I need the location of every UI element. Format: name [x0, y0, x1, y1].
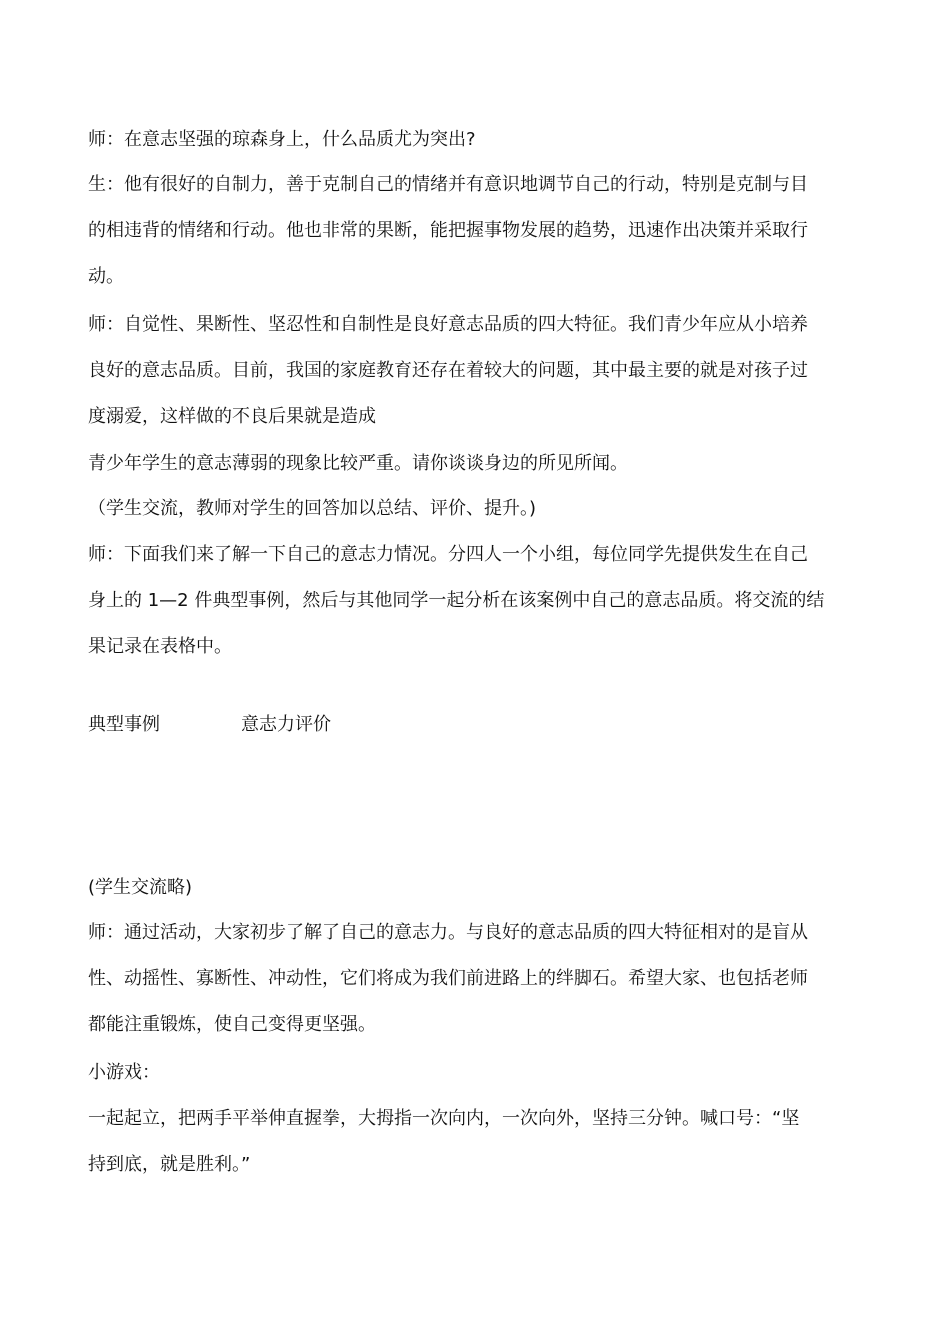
paragraph-line: 青少年学生的意志薄弱的现象比较严重。请你谈谈身边的所见所闻。 [88, 453, 628, 474]
paragraph-line: 度溺爱，这样做的不良后果就是造成 [88, 406, 376, 427]
paragraph-line: 都能注重锻炼，使自己变得更坚强。 [88, 1014, 376, 1035]
paragraph-line: 师：下面我们来了解一下自己的意志力情况。分四人一个小组，每位同学先提供发生在自己 [88, 544, 808, 565]
paragraph-line: 小游戏： [88, 1062, 160, 1083]
paragraph-line: (学生交流略) [88, 877, 193, 898]
paragraph-line: 生：他有很好的自制力，善于克制自己的情绪并有意识地调节自己的行动，特别是克制与目 [88, 174, 808, 195]
paragraph-line: 一起起立，把两手平举伸直握拳，大拇指一次向内，一次向外，坚持三分钟。喊口号：“坚 [88, 1108, 800, 1129]
paragraph-line: （学生交流，教师对学生的回答加以总结、评价、提升。) [88, 498, 537, 519]
paragraph-line: 的相违背的情绪和行动。他也非常的果断，能把握事物发展的趋势，迅速作出决策并采取行 [88, 220, 808, 241]
paragraph-line: 持到底，就是胜利。” [88, 1154, 251, 1175]
paragraph-line: 良好的意志品质。目前，我国的家庭教育还存在着较大的问题，其中最主要的就是对孩子过 [88, 360, 808, 381]
paragraph-line: 性、动摇性、寡断性、冲动性，它们将成为我们前进路上的绊脚石。希望大家、也包括老师 [88, 968, 808, 989]
paragraph-line: 动。 [88, 266, 124, 287]
paragraph-line: 师：在意志坚强的琼森身上，什么品质尤为突出? [88, 129, 476, 150]
paragraph-line: 果记录在表格中。 [88, 636, 232, 657]
paragraph-line: 师：通过活动，大家初步了解了自己的意志力。与良好的意志品质的四大特征相对的是盲从 [88, 922, 808, 943]
table-header-willpower-evaluation: 意志力评价 [241, 714, 331, 735]
paragraph-line: 身上的 1—2 件典型事例，然后与其他同学一起分析在该案例中自己的意志品质。将交流的结 [88, 590, 825, 611]
paragraph-line: 师：自觉性、果断性、坚忍性和自制性是良好意志品质的四大特征。我们青少年应从小培养 [88, 314, 808, 335]
table-header-typical-case: 典型事例 [88, 714, 160, 735]
